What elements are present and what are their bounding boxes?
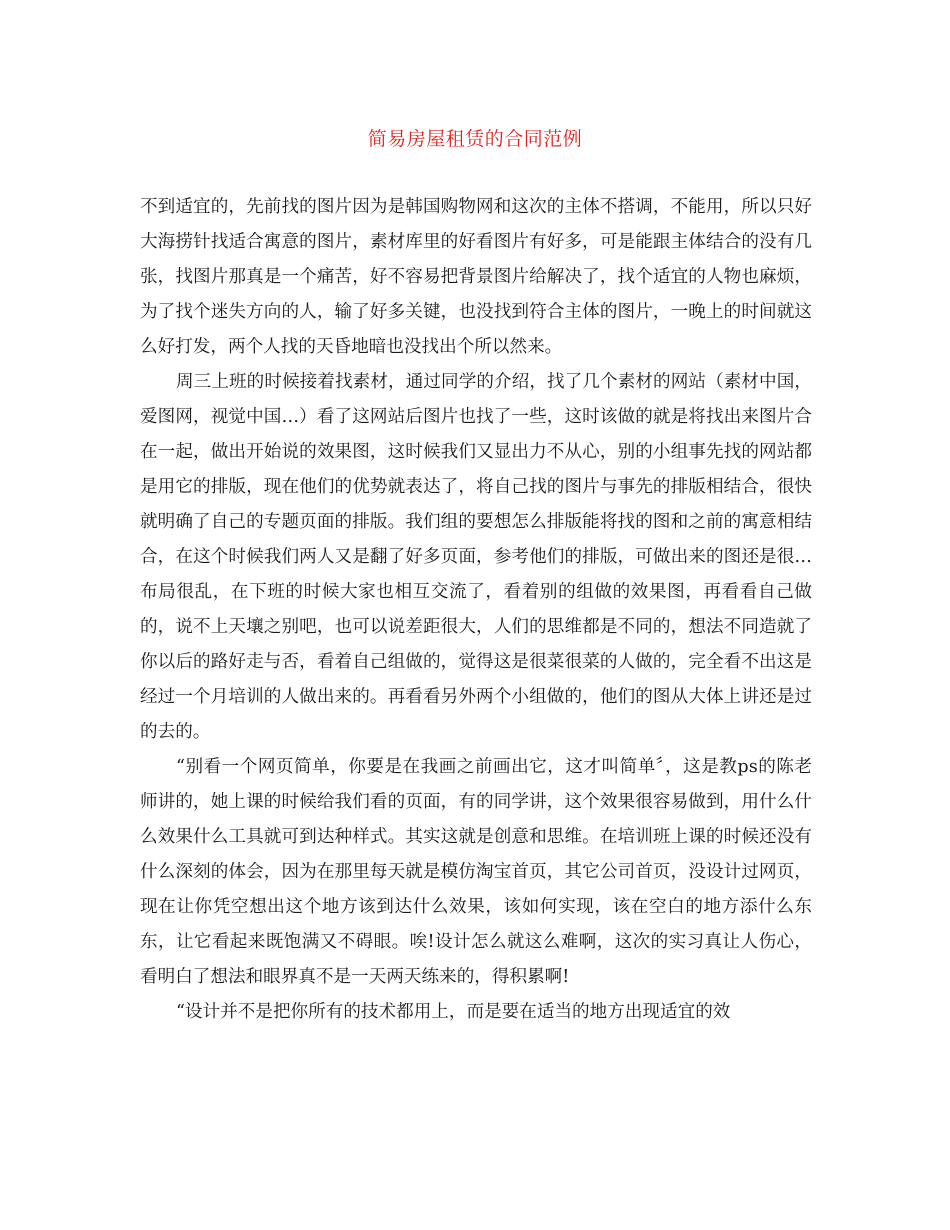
paragraph-4: “设计并不是把你所有的技术都用上，而是要在适当的地方出现适宜的效 — [176, 1002, 731, 1022]
document-body — [140, 190, 812, 1030]
paragraph-2: 周三上班的时候接着找素材，通过同学的介绍，找了几个素材的网站（素材中国，爱图网，视觉中国…）看了这网站后图片也找了一些，这时该做的就是将找出来图片合在一起，做出开始说的效果图，这时候我们又显出力不从心，别的小组事先找的网站都是用它的排版，现在他们的优势就表达了，将自己找的图片与事先的排版相结合，很快就明确了自己的专题页面的排版。我们组的要想怎么排版能将找的图和之前的寓意相结合，在这个时候我们两人又是翻了好多页面，参考他们的排版，可做出来的图还是很…布局很乱，在下班的时候大家也相互交流了，看着别的组做的效果图，再看看自己做的，说不上天壤之别吧，也可以说差距很大，人们的思维都是不同的，想法不同造就了你以后的路好走与否，看着自己组做的，觉得这是很菜很菜的人做的，完全看不出这是经过一个月培训的人做出来的。再看看另外两个小组做的，他们的图从大体上讲还是过的去的。 — [140, 372, 812, 742]
paragraph-3: “别看一个网页简单，你要是在我画之前画出它，这才叫简单〞，这是教ps的陈老师讲的，她上课的时候给我们看的页面，有的同学讲，这个效果很容易做到，用什么什么效果什么工具就可到达种样式。其实这就是创意和思维。在培训班上课的时候还没有什么深刻的体会，因为在那里每天就是模仿淘宝首页，其它公司首页，没设计过网页，现在让你凭空想出这个地方该到达什么效果，该如何实现，该在空白的地方添什么东东，让它看起来既饱满又不碍眼。唉!设计怎么就这么难啊，这次的实习真让人伤心，看明白了想法和眼界真不是一天两天练来的，得积累啊! — [140, 757, 812, 987]
document-title: 简易房屋租赁的合同范例 — [367, 128, 583, 150]
paragraph-1: 不到适宜的，先前找的图片因为是韩国购物网和这次的主体不搭调，不能用，所以只好大海捞针找适合寓意的图片，素材库里的好看图片有好多，可是能跟主体结合的没有几张，找图片那真是一个痛苦，好不容易把背景图片给解决了，找个适宜的人物也麻烦，为了找个迷失方向的人，输了好多关键，也没找到符合主体的图片，一晚上的时间就这么好打发，两个人找的天昏地暗也没找出个所以然来。 — [140, 197, 812, 357]
